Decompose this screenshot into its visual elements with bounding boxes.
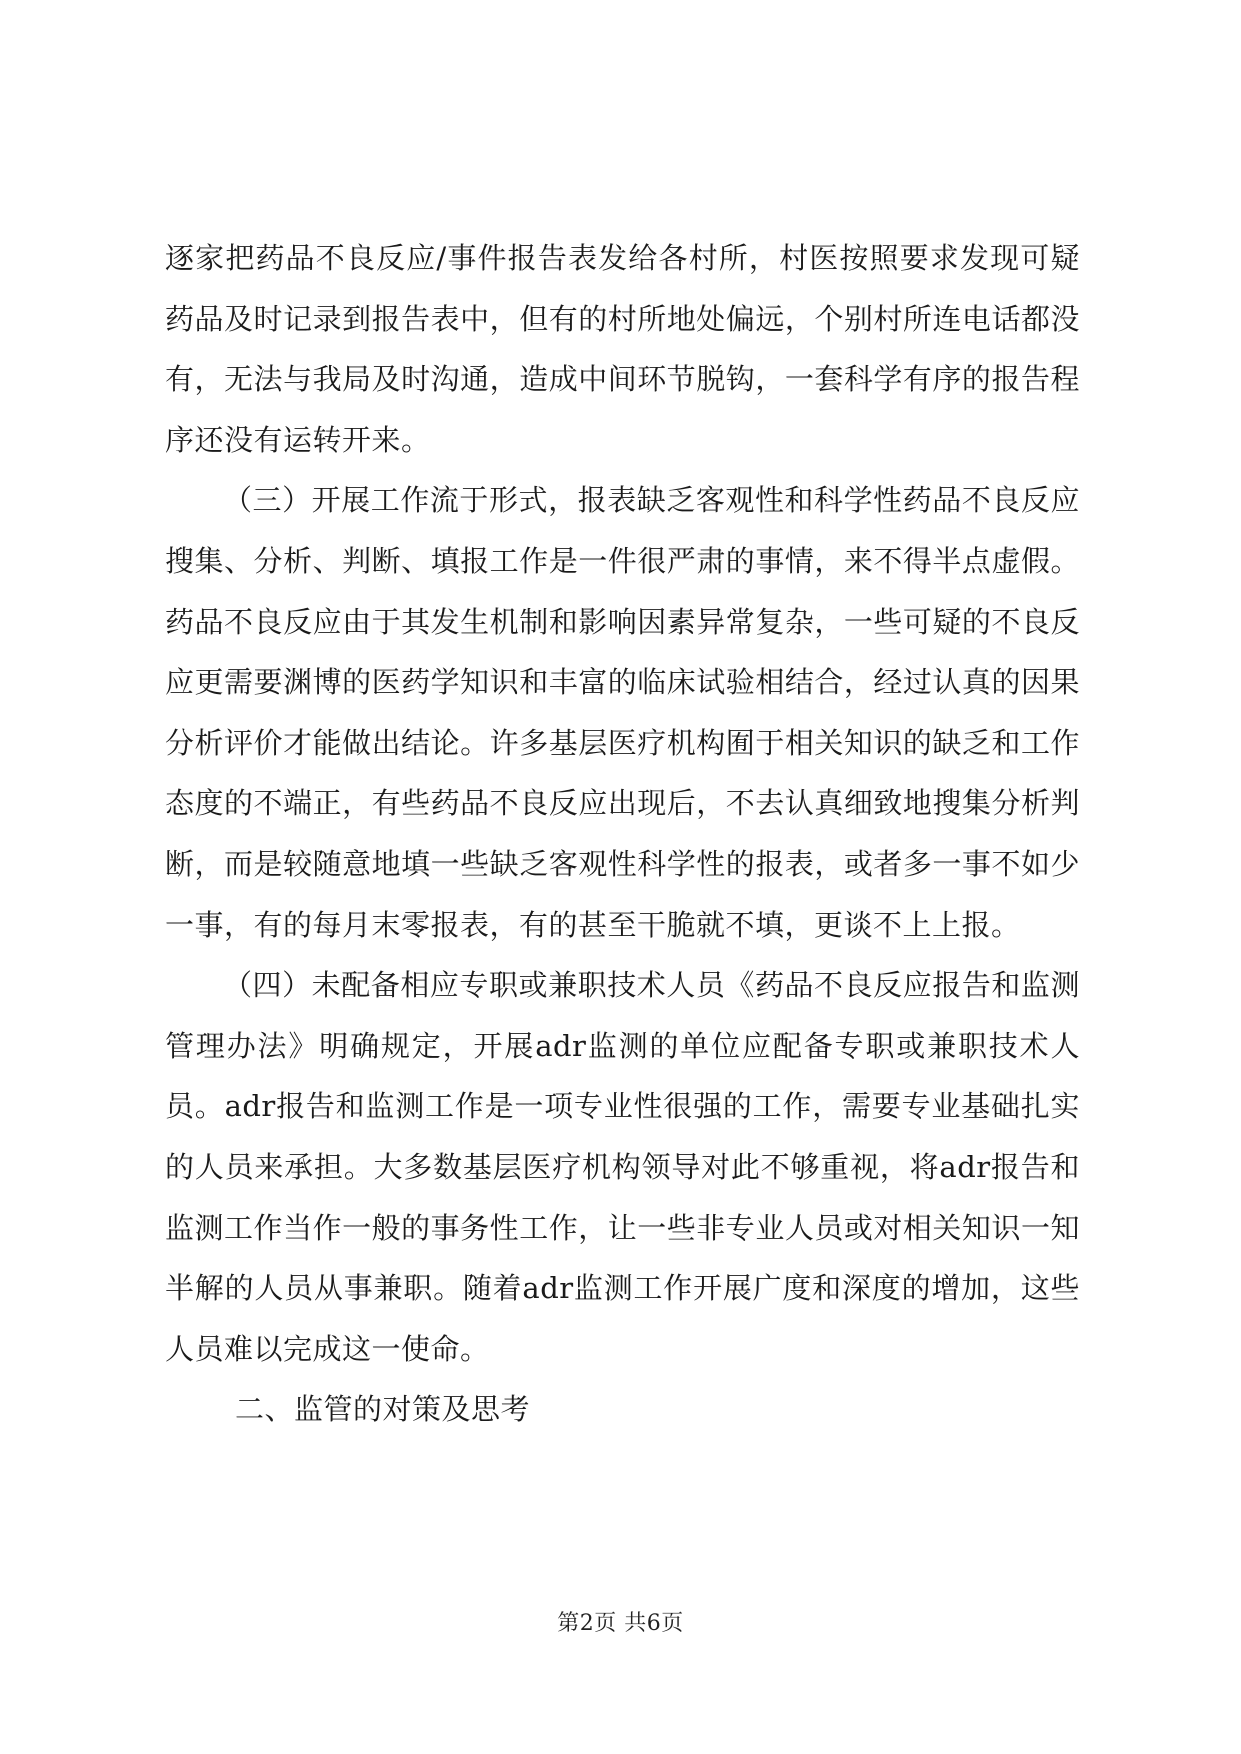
page-number-footer: 第2页 共6页 [557, 1611, 684, 1636]
paragraph-section-three: （三）开展工作流于形式，报表缺乏客观性和科学性药品不良反应搜集、分析、判断、填报工作是一件很严肃的事情，来不得半点虚假。药品不良反应由于其发生机制和影响因素异常复杂，一些可疑的不良反应更需要渊博的医药学知识和丰富的临床试验相结合，经过认真的因果分析评价才能做出结论。许多基层医疗机构囿于相关知识的缺乏和工作态度的不端正，有些药品不良反应出现后，不去认真细致地搜集分析判断，而是较随意地填一些缺乏客观性科学性的报表，或者多一事不如少一事，有的每月末零报表，有的甚至干脆就不填，更谈不上上报。 [165, 483, 1080, 942]
document-body [165, 228, 1080, 1440]
paragraph-section-four: （四）未配备相应专职或兼职技术人员《药品不良反应报告和监测管理办法》明确规定，开展adr监测的单位应配备专职或兼职技术人员。adr报告和监测工作是一项专业性很强的工作，需要专业基础扎实的人员来承担。大多数基层医疗机构领导对此不够重视，将adr报告和监测工作当作一般的事务性工作，让一些非专业人员或对相关知识一知半解的人员从事兼职。随着adr监测工作开展广度和深度的增加，这些人员难以完成这一使命。 [165, 968, 1080, 1366]
section-heading: 二、监管的对策及思考 [235, 1392, 531, 1427]
paragraph-continuation: 逐家把药品不良反应/事件报告表发给各村所，村医按照要求发现可疑药品及时记录到报告表中，但有的村所地处偏远，个别村所连电话都没有，无法与我局及时沟通，造成中间环节脱钩，一套科学有序的报告程序还没有运转开来。 [165, 241, 1080, 457]
